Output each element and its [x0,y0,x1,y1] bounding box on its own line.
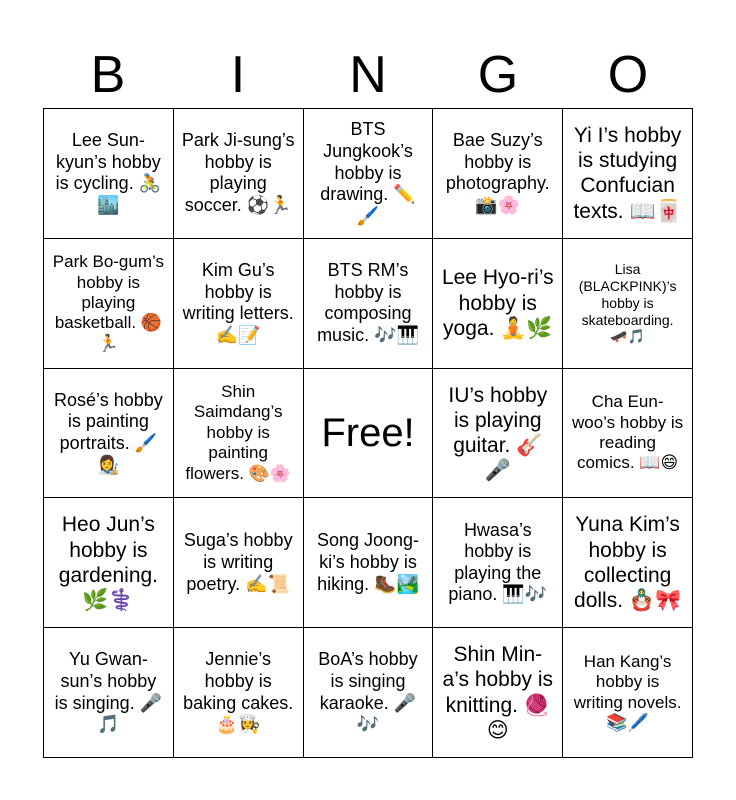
cell-text: Park Ji-sung’s hobby is playing soccer. ⚽🏃 [181,130,295,215]
bingo-cell[interactable] [433,628,563,758]
cell-text: Jennie’s hobby is baking cakes. 🎂👩‍🍳 [183,649,294,735]
bingo-cell[interactable] [563,369,693,499]
bingo-grid [43,108,693,758]
cell-text: Suga’s hobby is writing poetry. ✍️📜 [183,530,293,594]
cell-text: BTS Jungkook’s hobby is drawing. ✏️🖌️ [320,119,416,226]
bingo-cell[interactable] [563,628,693,758]
cell-text: Kim Gu’s hobby is writing letters. ✍️📝 [182,260,294,345]
bingo-cell[interactable] [563,109,693,239]
cell-text: Park Bo-gum’s hobby is playing basketball. 🏀🏃 [52,252,164,353]
bingo-cell[interactable] [44,109,174,239]
bingo-cell[interactable] [304,239,434,369]
bingo-cell[interactable] [44,369,174,499]
bingo-cell[interactable] [304,628,434,758]
cell-text: Rosé’s hobby is painting portraits. 🖌️👩‍🎨 [54,389,163,475]
cell-text: Cha Eun-woo’s hobby is reading comics. 📖😄 [571,392,684,473]
cell-text: Shin Min-a’s hobby is knitting. 🧶😊 [442,643,554,742]
bingo-cell[interactable] [433,239,563,369]
cell-text: Song Joong-ki’s hobby is hiking. 🥾🏞️ [316,530,420,594]
bingo-cell[interactable] [174,369,304,499]
bingo-cell[interactable] [433,498,563,628]
free-space-text: Free! [321,410,415,455]
cell-text: IU’s hobby is playing guitar. 🎸🎤 [448,383,548,483]
bingo-cell[interactable] [563,239,693,369]
header-letter-b: B [90,46,126,104]
bingo-cell[interactable] [433,369,563,499]
cell-text: Shin Saimdang’s hobby is painting flowers. 🎨🌸 [185,382,292,483]
cell-text: Yi I’s hobby is studying Confucian texts. 📖🀄 [573,124,682,223]
header-letter-o: O [607,46,649,104]
bingo-cell[interactable] [44,239,174,369]
free-space-cell[interactable] [304,369,434,499]
bingo-cell[interactable] [174,628,304,758]
bingo-cell[interactable] [174,498,304,628]
cell-text: Lee Sun-kyun’s hobby is cycling. 🚴🏙️ [55,130,162,215]
bingo-cell[interactable] [174,239,304,369]
cell-text: Han Kang’s hobby is writing novels. 📚🖊️ [573,651,682,732]
cell-text: Lee Hyo-ri’s hobby is yoga. 🧘🌿 [441,266,554,340]
bingo-cell[interactable] [44,628,174,758]
bingo-cell[interactable] [563,498,693,628]
bingo-cell[interactable] [44,498,174,628]
cell-text: Bae Suzy’s hobby is photography. 📸🌸 [445,130,550,215]
cell-text: Yu Gwan-sun’s hobby is singing. 🎤🎵 [54,649,163,735]
cell-text: BTS RM’s hobby is composing music. 🎶🎹 [317,260,419,345]
cell-text: Heo Jun’s hobby is gardening. 🌿⚕️ [58,513,159,612]
cell-text: Yuna Kim’s hobby is collecting dolls. 🪆🎀 [574,513,682,612]
header-letter-g: G [477,46,519,104]
header-letter-n: N [349,46,387,104]
cell-text: BoA’s hobby is singing karaoke. 🎤🎶 [318,649,418,735]
bingo-cell[interactable] [304,498,434,628]
bingo-cell[interactable] [174,109,304,239]
cell-text: Hwasa’s hobby is playing the piano. 🎹🎶 [448,519,548,605]
bingo-cell[interactable] [304,109,434,239]
bingo-header [43,42,693,108]
header-letter-i: I [230,46,246,104]
cell-text: Lisa (BLACKPINK)’s hobby is skateboarding. 🛹🎵 [578,261,677,345]
bingo-cell[interactable] [433,109,563,239]
